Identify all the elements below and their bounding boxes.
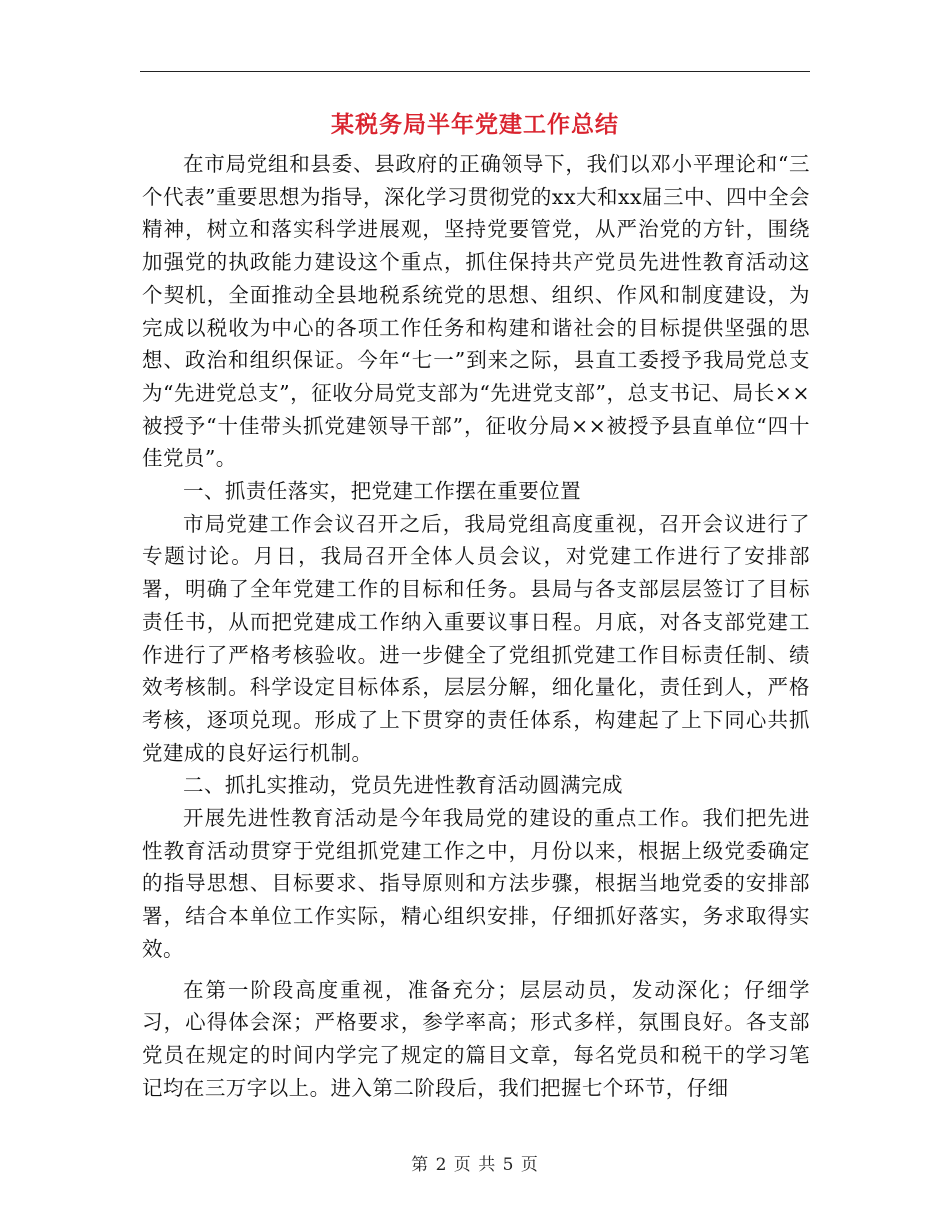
paragraph-stage-one: 在第一阶段高度重视，准备充分；层层动员，发动深化；仔细学习，心得体会深；严格要求，参学率高；形式多样，氛围良好。各支部党员在规定的时间内学完了规定的篇目文章，每名党员和税干的学习笔记均在三万字以上。进入第二阶段后，我们把握七个环节，仔细 [142,977,810,1100]
paragraph-section-1: 市局党建工作会议召开之后，我局党组高度重视，召开会议进行了专题讨论。月日，我局召开全体人员会议，对党建工作进行了安排部署，明确了全年党建工作的目标和任务。县局与各支部层层签订了目标责任书，从而把党建成工作纳入重要议事日程。月底，对各支部党建工作进行了严格考核验收。进一步健全了党组抓党建工作目标责任制、绩效考核制。科学设定目标体系，层层分解，细化量化，责任到人，严格考核，逐项兑现。形成了上下贯穿的责任体系，构建起了上下同心共抓党建成的良好运行机制。 [142,511,810,765]
paragraph-intro: 在市局党组和县委、县政府的正确领导下，我们以邓小平理论和“三个代表”重要思想为指导，深化学习贯彻党的xx大和xx届三中、四中全会精神，树立和落实科学进展观，坚持党要管党，从严治党的方针，围绕加强党的执政能力建设这个重点，抓住保持共产党员先进性教育活动这个契机，全面推动全县地税系统党的思想、组织、作风和制度建设，为完成以税收为中心的各项工作任务和构建和谐社会的目标提供坚强的思想、政治和组织保证。今年“七一”到来之际，县直工委授予我局党总支为“先进党总支”，征收分局党支部为“先进党支部”，总支书记、局长××被授予“十佳带头抓党建领导干部”，征收分局××被授予县直单位“四十佳党员”。 [142,152,810,471]
document-body [142,148,810,1104]
header-rule [140,71,810,72]
paragraph-section-2: 开展先进性教育活动是今年我局党的建设的重点工作。我们把先进性教育活动贯穿于党组抓党建工作之中，月份以来，根据上级党委确定的指导思想、目标要求、指导原则和方法步骤，根据当地党委的安排部署，结合本单位工作实际，精心组织安排，仔细抓好落实，务求取得实效。 [142,806,810,961]
page-number-footer: 第 2 页 共 5 页 [411,1155,539,1175]
section-heading-2: 二、抓扎实推动，党员先进性教育活动圆满完成 [183,773,623,798]
document-title: 某税务局半年党建工作总结 [331,111,619,138]
section-heading-1: 一、抓责任落实，把党建工作摆在重要位置 [183,479,582,504]
